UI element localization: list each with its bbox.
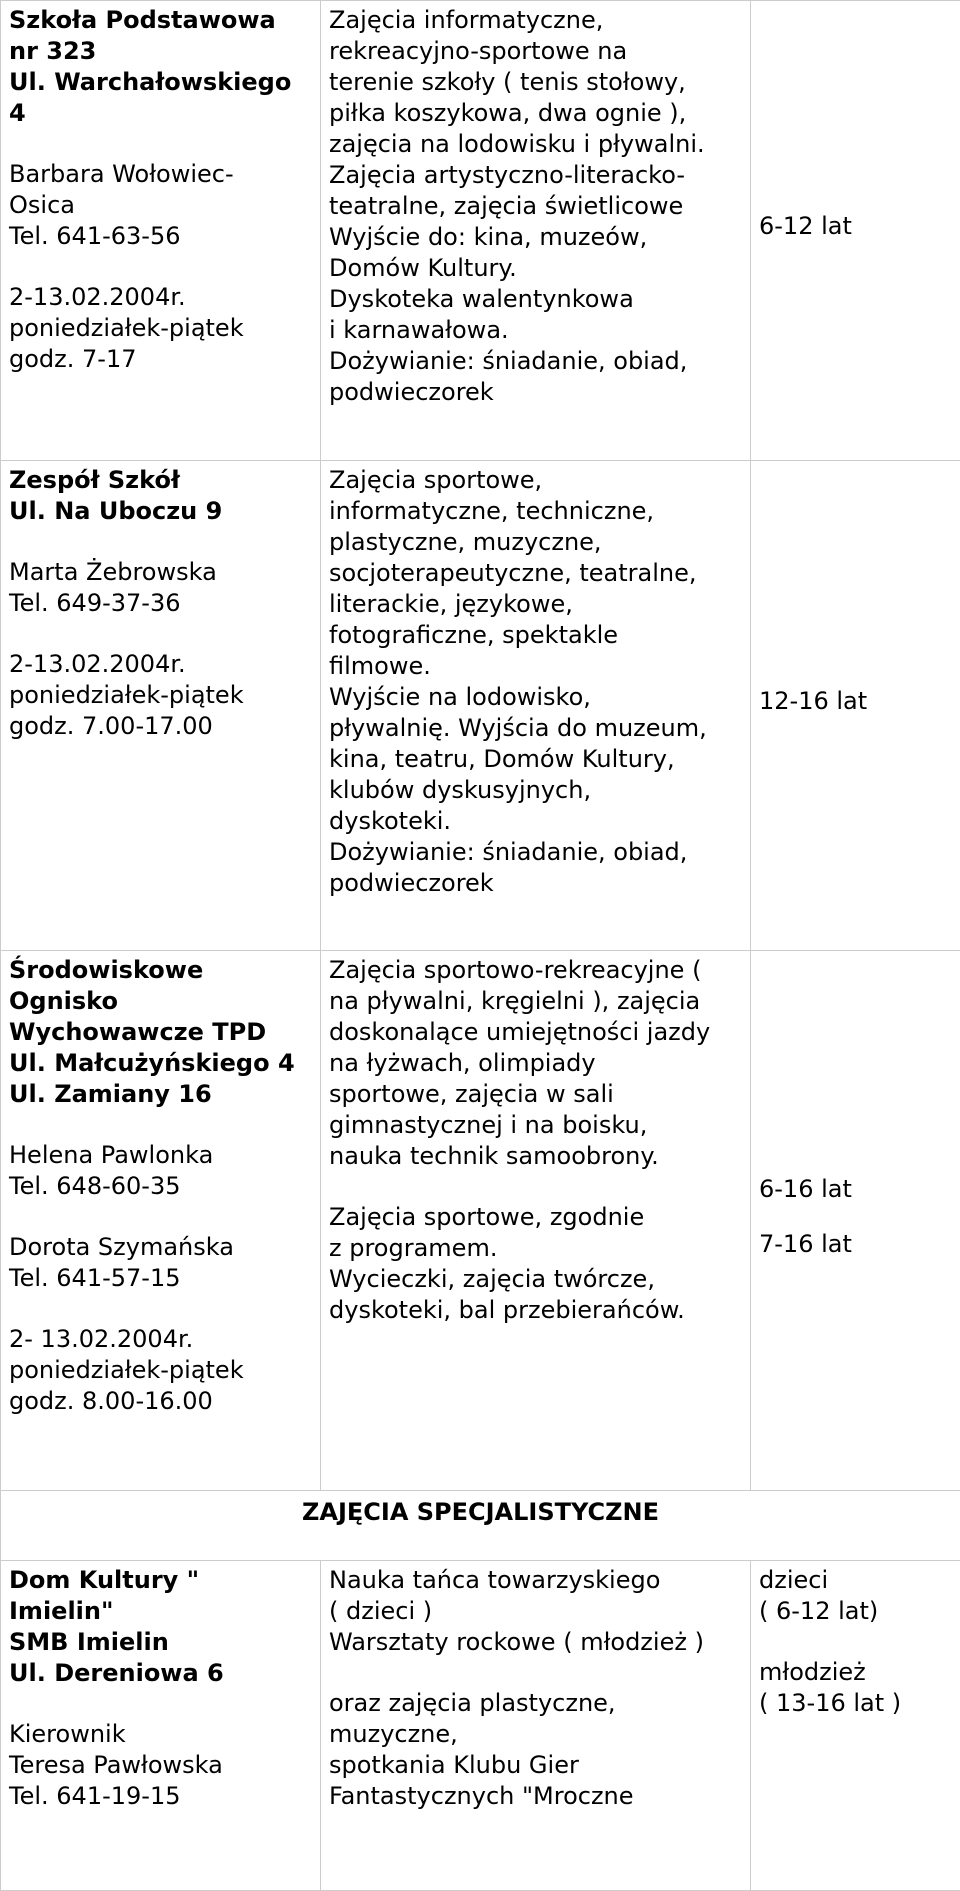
activity-line: Wyjście na lodowisko,	[329, 682, 742, 713]
institution-name: SMB Imielin	[9, 1627, 312, 1658]
section-title: ZAJĘCIA SPECJALISTYCZNE	[1, 1491, 960, 1561]
institution-cell	[1, 951, 321, 1491]
activities-cell	[321, 461, 751, 951]
age-range: 7-16 lat	[759, 1229, 952, 1260]
activity-line: Nauka tańca towarzyskiego	[329, 1565, 742, 1596]
age-range: 12-16 lat	[759, 687, 867, 715]
activity-line: Dożywianie: śniadanie, obiad,	[329, 346, 742, 377]
institution-address: Ul. Warchałowskiego	[9, 67, 312, 98]
age-cell	[751, 461, 960, 951]
institution-address: Ul. Małcużyńskiego 4	[9, 1048, 312, 1079]
activity-line: Dyskoteka walentynkowa	[329, 284, 742, 315]
activity-line: z programem.	[329, 1233, 742, 1264]
schedule-days: poniedziałek-piątek	[9, 313, 312, 344]
contact-person: Teresa Pawłowska	[9, 1750, 312, 1781]
contact-person: Dorota Szymańska	[9, 1232, 312, 1263]
table-row	[1, 1561, 960, 1891]
activity-line: Zajęcia informatyczne,	[329, 5, 742, 36]
institution-address: Ul. Na Uboczu 9	[9, 496, 312, 527]
section-row	[1, 1491, 960, 1561]
activities-cell	[321, 951, 751, 1491]
activity-line: Fantastycznych "Mroczne	[329, 1781, 742, 1812]
activity-line: oraz zajęcia plastyczne,	[329, 1688, 742, 1719]
institution-cell	[1, 461, 321, 951]
activity-line: muzyczne,	[329, 1719, 742, 1750]
age-cell	[751, 951, 960, 1491]
activity-line: terenie szkoły ( tenis stołowy,	[329, 67, 742, 98]
activity-line: podwieczorek	[329, 868, 742, 899]
activity-line: spotkania Klubu Gier	[329, 1750, 742, 1781]
activity-line: piłka koszykowa, dwa ognie ),	[329, 98, 742, 129]
activities-cell	[321, 1561, 751, 1891]
schedule-days: poniedziałek-piątek	[9, 1355, 312, 1386]
activity-line: nauka technik samoobrony.	[329, 1141, 742, 1172]
institution-address: 4	[9, 98, 312, 129]
activity-line: filmowe.	[329, 651, 742, 682]
age-range: 6-16 lat	[759, 1174, 952, 1205]
table-row	[1, 951, 960, 1491]
contact-person: Osica	[9, 190, 312, 221]
age-group: młodzież	[759, 1657, 952, 1688]
activity-line: pływalnię. Wyjścia do muzeum,	[329, 713, 742, 744]
institution-name: Szkoła Podstawowa	[9, 5, 312, 36]
contact-phone: Tel. 641-57-15	[9, 1263, 312, 1294]
contact-phone: Tel. 641-63-56	[9, 221, 312, 252]
activity-line: literackie, językowe,	[329, 589, 742, 620]
activity-line: na łyżwach, olimpiady	[329, 1048, 742, 1079]
institution-name: Środowiskowe	[9, 955, 312, 986]
institution-name: Dom Kultury "	[9, 1565, 312, 1596]
institution-cell	[1, 1, 321, 461]
age-cell	[751, 1, 960, 461]
activity-line: Dożywianie: śniadanie, obiad,	[329, 837, 742, 868]
activity-line: Zajęcia sportowo-rekreacyjne (	[329, 955, 742, 986]
table-row	[1, 1, 960, 461]
activity-line: Zajęcia sportowe, zgodnie	[329, 1202, 742, 1233]
institution-cell	[1, 1561, 321, 1891]
activity-line: rekreacyjno-sportowe na	[329, 36, 742, 67]
schedule-hours: godz. 7.00-17.00	[9, 711, 312, 742]
age-range: 6-12 lat	[759, 212, 852, 240]
activity-line: Wycieczki, zajęcia twórcze,	[329, 1264, 742, 1295]
activity-line: Zajęcia artystyczno-literacko-	[329, 160, 742, 191]
contact-person: Marta Żebrowska	[9, 557, 312, 588]
activity-line: podwieczorek	[329, 377, 742, 408]
activity-line: teatralne, zajęcia świetlicowe	[329, 191, 742, 222]
activity-line: Warsztaty rockowe ( młodzież )	[329, 1627, 742, 1658]
institution-address: Ul. Zamiany 16	[9, 1079, 312, 1110]
institution-name: nr 323	[9, 36, 312, 67]
activity-line: dyskoteki, bal przebierańców.	[329, 1295, 742, 1326]
contact-phone: Tel. 649-37-36	[9, 588, 312, 619]
institution-name: Imielin"	[9, 1596, 312, 1627]
age-range: ( 13-16 lat )	[759, 1688, 952, 1719]
activity-line: doskonalące umiejętności jazdy	[329, 1017, 742, 1048]
table-row	[1, 461, 960, 951]
contact-person: Helena Pawlonka	[9, 1140, 312, 1171]
activity-line: kina, teatru, Domów Kultury,	[329, 744, 742, 775]
contact-role: Kierownik	[9, 1719, 312, 1750]
activity-line: plastyczne, muzyczne,	[329, 527, 742, 558]
contact-phone: Tel. 641-19-15	[9, 1781, 312, 1812]
activities-cell	[321, 1, 751, 461]
institution-name: Wychowawcze TPD	[9, 1017, 312, 1048]
activity-line: gimnastycznej i na boisku,	[329, 1110, 742, 1141]
age-range: ( 6-12 lat)	[759, 1596, 952, 1627]
schedule-dates: 2-13.02.2004r.	[9, 649, 312, 680]
institution-name: Zespół Szkół	[9, 465, 312, 496]
activity-line: Wyjście do: kina, muzeów,	[329, 222, 742, 253]
schedule-dates: 2-13.02.2004r.	[9, 282, 312, 313]
schedule-days: poniedziałek-piątek	[9, 680, 312, 711]
activity-line: ( dzieci )	[329, 1596, 742, 1627]
activity-line: fotograficzne, spektakle	[329, 620, 742, 651]
institution-name: Ognisko	[9, 986, 312, 1017]
contact-phone: Tel. 648-60-35	[9, 1171, 312, 1202]
institution-address: Ul. Dereniowa 6	[9, 1658, 312, 1689]
schedule-dates: 2- 13.02.2004r.	[9, 1324, 312, 1355]
age-cell	[751, 1561, 960, 1891]
activity-line: klubów dyskusyjnych,	[329, 775, 742, 806]
activity-line: Domów Kultury.	[329, 253, 742, 284]
schedule-hours: godz. 8.00-16.00	[9, 1386, 312, 1417]
activity-line: socjoterapeutyczne, teatralne,	[329, 558, 742, 589]
age-group: dzieci	[759, 1565, 952, 1596]
activity-line: sportowe, zajęcia w sali	[329, 1079, 742, 1110]
activity-line: zajęcia na lodowisku i pływalni.	[329, 129, 742, 160]
contact-person: Barbara Wołowiec-	[9, 159, 312, 190]
schedule-hours: godz. 7-17	[9, 344, 312, 375]
activity-line: i karnawałowa.	[329, 315, 742, 346]
activity-line: dyskoteki.	[329, 806, 742, 837]
activity-line: na pływalni, kręgielni ), zajęcia	[329, 986, 742, 1017]
activity-line: Zajęcia sportowe,	[329, 465, 742, 496]
activity-line: informatyczne, techniczne,	[329, 496, 742, 527]
